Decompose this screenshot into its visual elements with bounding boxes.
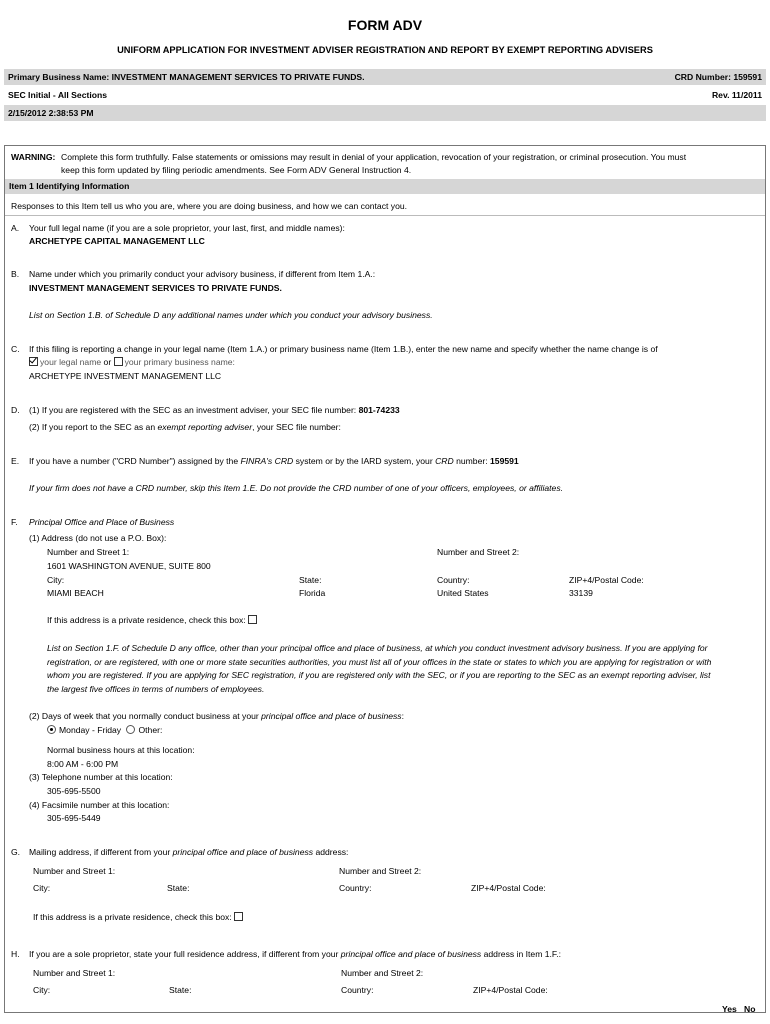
f-private-residence-label: If this address is a private residence, check this box: — [47, 615, 246, 625]
f-zip-label: ZIP+4/Postal Code: — [569, 575, 644, 585]
f-private-residence-checkbox[interactable] — [248, 615, 257, 624]
crd-q-italic1: FINRA's CRD — [240, 456, 294, 466]
sec-file-number-value: 801-74233 — [358, 405, 400, 415]
filing-type: SEC Initial - All Sections — [8, 90, 108, 100]
legal-name-checkbox[interactable] — [29, 357, 38, 366]
crd-question-row — [29, 456, 519, 466]
crd-q-part2: system or by the IARD system, your — [295, 456, 433, 466]
revision: Rev. 11/2011 — [711, 90, 762, 100]
weekdays-label: Monday - Friday — [59, 725, 122, 735]
item1-intro: Responses to this Item tell us who you are, where you are doing business, and how we can contact you. — [11, 201, 408, 211]
form-subtitle: UNIFORM APPLICATION FOR INVESTMENT ADVISER REGISTRATION AND REPORT BY EXEMPT REPORTING ADVISERS — [117, 45, 653, 55]
exempt-file-number-row — [29, 422, 341, 432]
h-street1-label: Number and Street 1: — [33, 968, 116, 978]
other-days-radio[interactable] — [126, 725, 135, 734]
f-note-line2: registration, or are registered, with one or more state securities authorities, you must list all of your offices in the state or states to which you are applying for registration or with — [47, 657, 712, 667]
primary-business-name: Primary Business Name: INVESTMENT MANAGEMENT SERVICES TO PRIVATE FUNDS. — [8, 72, 365, 82]
new-name-value: ARCHETYPE INVESTMENT MANAGEMENT LLC — [29, 371, 222, 381]
section-g-letter: G. — [11, 847, 21, 857]
g-private-residence-label: If this address is a private residence, check this box: — [33, 912, 232, 922]
g-country-label: Country: — [339, 883, 372, 893]
section-f-letter: F. — [11, 517, 18, 527]
g-street1-label: Number and Street 1: — [33, 866, 116, 876]
phone-label: (3) Telephone number at this location: — [29, 772, 173, 782]
primary-business-band — [4, 69, 766, 85]
days-label-prefix: (2) Days of week that you normally conduct business at your — [29, 711, 259, 721]
f-note-line3: whom you are registered. If you are applying for SEC registration, if you are registered only with the SEC, or if you are reporting to the SEC as an exempt reporting adviser, list — [47, 670, 711, 680]
exempt-file-label-italic: exempt reporting adviser — [157, 422, 253, 432]
g-q-suffix: address: — [315, 847, 349, 857]
crd-q-italic2: CRD — [435, 456, 454, 466]
business-name-checkbox[interactable] — [114, 357, 123, 366]
g-private-residence-checkbox[interactable] — [234, 912, 243, 921]
h-city-label: City: — [33, 985, 51, 995]
warning-label: WARNING: — [11, 152, 56, 162]
section-a-letter: A. — [11, 223, 20, 233]
crd-number: CRD Number: 159591 — [674, 72, 762, 82]
section-c-question: If this filing is reporting a change in your legal name (Item 1.A.) or primary business name (Item 1.B.), enter the new name and specify whether the name change is of — [29, 344, 658, 354]
days-label-suffix: : — [401, 711, 404, 721]
f-note-line4: the largest five offices in terms of numbers of employees. — [47, 684, 265, 694]
section-f-heading: Principal Office and Place of Business — [29, 517, 175, 527]
timestamp-band — [4, 105, 766, 121]
g-private-residence-row — [33, 912, 245, 922]
hours-value: 8:00 AM - 6:00 PM — [47, 759, 119, 769]
h-country-label: Country: — [341, 985, 374, 995]
g-q-prefix: Mailing address, if different from your — [29, 847, 171, 857]
divider — [5, 215, 765, 216]
section-a-question: Your full legal name (if you are a sole proprietor, your last, first, and middle names): — [29, 223, 345, 233]
item1-heading-band — [5, 179, 765, 194]
f-street1-value: 1601 WASHINGTON AVENUE, SUITE 800 — [47, 561, 211, 571]
crd-value: 159591 — [490, 456, 519, 466]
filing-type-band — [4, 87, 766, 103]
exempt-file-label-prefix: (2) If you report to the SEC as an — [29, 422, 156, 432]
or-text: or — [103, 357, 112, 367]
section-d-letter: D. — [11, 405, 20, 415]
weekdays-radio[interactable] — [47, 725, 56, 734]
residence-address-question — [29, 949, 561, 959]
fax-label: (4) Facsimile number at this location: — [29, 800, 170, 810]
fax-value: 305-695-5449 — [47, 813, 101, 823]
h-state-label: State: — [169, 985, 192, 995]
g-q-italic: principal office and place of business — [172, 847, 314, 857]
no-column-header: No — [744, 1004, 756, 1014]
mailing-address-question — [29, 847, 348, 857]
days-options — [47, 725, 162, 735]
h-zip-label: ZIP+4/Postal Code: — [473, 985, 548, 995]
f-note-line1: List on Section 1.F. of Schedule D any office, other than your principal office and place of business, at which you conduct investment advisory business. If you are applying for — [47, 643, 708, 653]
section-h-letter: H. — [11, 949, 20, 959]
section-e-letter: E. — [11, 456, 20, 466]
sec-file-number-row — [29, 405, 400, 415]
h-q-italic: principal office and place of business — [340, 949, 482, 959]
business-name-value: INVESTMENT MANAGEMENT SERVICES TO PRIVATE FUNDS. — [29, 283, 282, 293]
item1-heading: Item 1 Identifying Information — [9, 181, 130, 191]
form-title: FORM ADV — [347, 17, 423, 33]
f-city-value: MIAMI BEACH — [47, 588, 104, 598]
g-city-label: City: — [33, 883, 51, 893]
f-zip-value: 33139 — [569, 588, 593, 598]
warning-text-1: Complete this form truthfully. False statements or omissions may result in denial of your application, revocation of your registration, or criminal prosecution. You must — [61, 152, 687, 162]
h-street2-label: Number and Street 2: — [341, 968, 424, 978]
f-street2-label: Number and Street 2: — [437, 547, 520, 557]
g-street2-label: Number and Street 2: — [339, 866, 422, 876]
h-q-suffix: address in Item 1.F.: — [483, 949, 561, 959]
legal-name-option-label: your legal name — [40, 357, 102, 367]
days-of-week-row — [29, 711, 404, 721]
section-b-note: List on Section 1.B. of Schedule D any additional names under which you conduct your advisory business. — [29, 310, 433, 320]
warning-text-2: keep this form updated by filing periodic amendments. See Form ADV General Instruction 4. — [61, 165, 412, 175]
days-label-italic: principal office and place of business — [261, 711, 402, 721]
f-city-label: City: — [47, 575, 65, 585]
hours-label: Normal business hours at this location: — [47, 745, 195, 755]
f-country-value: United States — [437, 588, 489, 598]
business-name-option-label: your primary business name: — [124, 357, 235, 367]
timestamp: 2/15/2012 2:38:53 PM — [8, 108, 94, 118]
f-street1-label: Number and Street 1: — [47, 547, 130, 557]
crd-q-part1: If you have a number ("CRD Number") assigned by the — [29, 456, 239, 466]
exempt-file-label-suffix: , your SEC file number: — [252, 422, 341, 432]
address-label: (1) Address (do not use a P.O. Box): — [29, 533, 167, 543]
section-b-letter: B. — [11, 269, 20, 279]
section-b-question: Name under which you primarily conduct your advisory business, if different from Item 1.A.: — [29, 269, 376, 279]
phone-value: 305-695-5500 — [47, 786, 101, 796]
sec-file-number-label: (1) If you are registered with the SEC as an investment adviser, your SEC file number: — [29, 405, 357, 415]
f-country-label: Country: — [437, 575, 470, 585]
g-state-label: State: — [167, 883, 190, 893]
g-zip-label: ZIP+4/Postal Code: — [471, 883, 546, 893]
section-c-letter: C. — [11, 344, 20, 354]
legal-name-value: ARCHETYPE CAPITAL MANAGEMENT LLC — [29, 236, 205, 246]
crd-q-part3: number: — [456, 456, 488, 466]
section-e-note: If your firm does not have a CRD number, skip this Item 1.E. Do not provide the CRD number of one of your officers, employees, or affiliates. — [29, 483, 564, 493]
h-q-prefix: If you are a sole proprietor, state your full residence address, if different from your — [29, 949, 339, 959]
name-change-options — [29, 357, 235, 367]
f-private-residence-row — [47, 615, 259, 625]
f-state-label: State: — [299, 575, 322, 585]
yes-column-header: Yes — [722, 1004, 737, 1014]
f-state-value: Florida — [299, 588, 326, 598]
other-days-label: Other: — [138, 725, 163, 735]
